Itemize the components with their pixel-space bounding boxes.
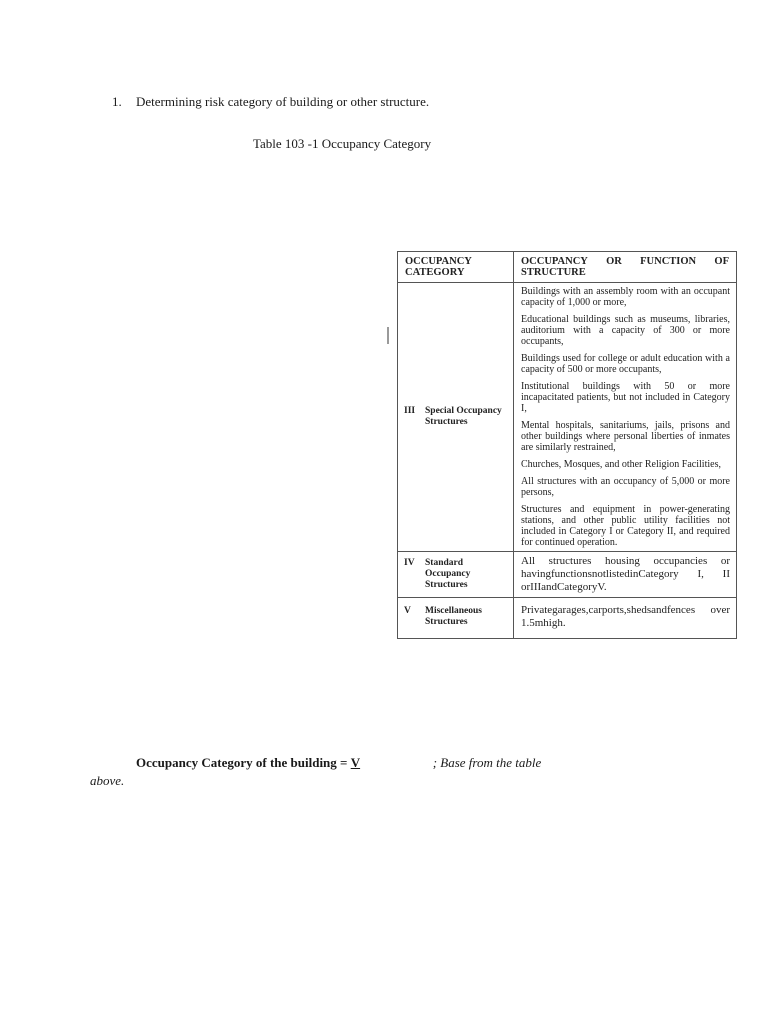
function-cell: [514, 598, 737, 639]
header-occupancy-category: OCCUPANCY CATEGORY: [398, 252, 514, 283]
function-item: Mental hospitals, sanitariums, jails, prisons and other buildings where personal liberties of inmates are similarly restrained,: [521, 420, 730, 453]
category-cell: [398, 552, 514, 598]
category-name: Miscellaneous Structures: [425, 606, 482, 627]
category-numeral: III: [404, 406, 416, 416]
result-label: Occupancy Category of the building =: [136, 755, 351, 770]
result-statement: [136, 755, 541, 771]
table-caption: Table 103 -1 Occupancy Category: [253, 136, 432, 151]
category-cell: [398, 283, 514, 552]
category-name: Special Occupancy Structures: [425, 406, 502, 427]
function-item: Educational buildings such as museums, libraries, auditorium with a capacity of 300 or more occupants,: [521, 314, 730, 347]
result-note: ; Base from the table: [432, 755, 542, 770]
table-row-category-iv: [398, 552, 737, 598]
result-note-continued: above.: [90, 773, 125, 788]
function-item: Buildings used for college or adult education with a capacity of 500 or more occupants,: [521, 353, 730, 375]
occupancy-category-table: [397, 251, 737, 639]
function-item: Churches, Mosques, and other Religion Facilities,: [521, 459, 721, 470]
function-cell: [514, 552, 737, 598]
function-item: All structures with an occupancy of 5,000 or more persons,: [521, 476, 730, 498]
function-cell: [514, 283, 737, 552]
item-text: Determining risk category of building or other structure.: [136, 94, 430, 109]
category-numeral: V: [404, 606, 411, 616]
function-item: Structures and equipment in power-generating stations, and other public utility facilities not included in Category I or Category II, and required for continued operation.: [521, 504, 730, 548]
result-value: V: [350, 755, 361, 770]
table-header-row: [398, 252, 737, 283]
header-occupancy-function: OCCUPANCY OR FUNCTION OF STRUCTURE: [514, 252, 737, 283]
category-numeral: IV: [404, 558, 415, 568]
function-item: Institutional buildings with 50 or more incapacitated patients, but not included in Category I,: [521, 381, 730, 414]
table-row-category-v: [398, 598, 737, 639]
numbered-item: [112, 94, 429, 110]
function-item: All structures housing occupancies or havingfunctionsnotlistedinCategory I, II orIIIandCategoryV.: [521, 555, 730, 593]
category-name: Standard Occupancy Structures: [425, 558, 471, 590]
table-row-category-iii: [398, 283, 737, 552]
item-number: 1.: [112, 94, 122, 109]
function-item: Privategarages,carports,shedsandfences over 1.5mhigh.: [521, 604, 730, 629]
function-item: Buildings with an assembly room with an occupant capacity of 1,000 or more,: [521, 286, 730, 308]
category-cell: [398, 598, 514, 639]
scan-artifact: [387, 327, 389, 344]
